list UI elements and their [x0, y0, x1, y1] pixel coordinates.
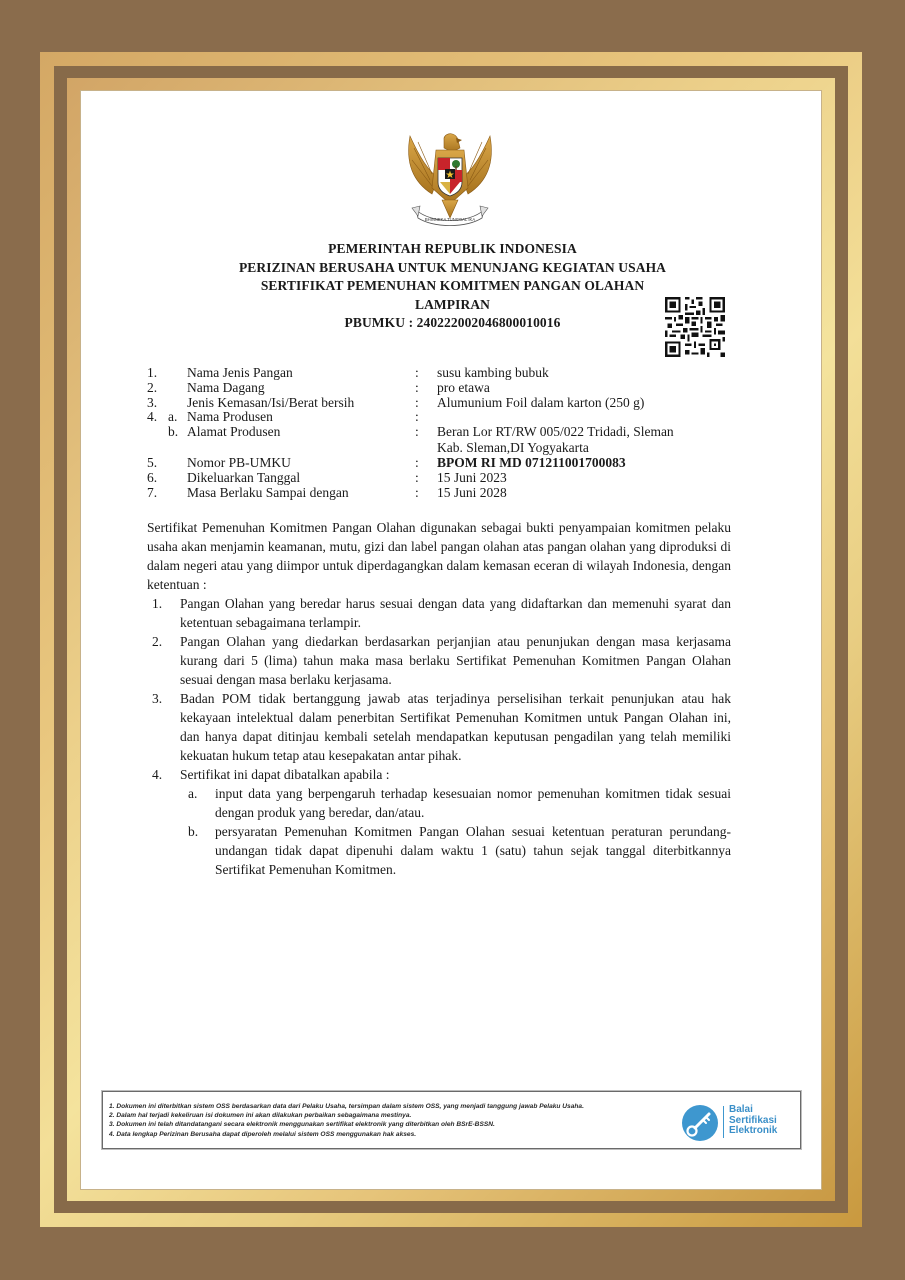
- field-number: 7.: [147, 484, 158, 500]
- bse-logo-line: Sertifikasi: [729, 1114, 777, 1126]
- field-row: [147, 410, 747, 425]
- field-number: 3.: [147, 394, 158, 410]
- condition-letter: a.: [188, 786, 198, 801]
- title-attachment: LAMPIRAN: [414, 296, 491, 312]
- field-label: Nama Dagang: [187, 379, 265, 395]
- field-number: 1.: [147, 365, 158, 380]
- term-text: Pangan Olahan yang beredar harus sesuai dengan data yang didaftarkan dan memenuhi syarat dan ketentuan sebagaimana terlampir.: [180, 596, 731, 630]
- footer-note: 1. Dokumen ini diterbitkan sistem OSS berdasarkan data dari Pelaku Usaha, tersimpan dalam sistem OSS, yang menjadi tanggung jawab Pelaku Usaha.: [109, 1103, 584, 1110]
- footer-note: 4. Data lengkap Perizinan Berusaha dapat diperoleh melalui sistem OSS menggunakan hak akses.: [109, 1130, 417, 1138]
- footer-note: 2. Dalam hal terjadi kekeliruan isi dokumen ini akan dilakukan perbaikan sebagaimana mestinya.: [109, 1112, 412, 1120]
- field-row: [147, 381, 747, 396]
- field-row: [147, 425, 747, 456]
- terms-intro: Sertifikat Pemenuhan Komitmen Pangan Olahan digunakan sebagai bukti penyampaian komitmen pelaku usaha akan menjamin keamanan, mutu, gizi dan label pangan olahan atas pangan olahan yang diproduksi di dalam negeri atau yang diimpor untuk diperdagangkan dalam kemasan eceran di wilayah Indonesia, dengan ketentuan :: [147, 520, 731, 592]
- condition-text: input data yang berpengaruh terhadap kesesuaian nomor pemenuhan komitmen tidak sesuai dengan produk yang beredar, dan/atau.: [215, 786, 731, 820]
- certificate-title-block: [0, 240, 905, 333]
- registration-number: BPOM RI MD 071211001700083: [437, 455, 626, 471]
- term-text: Sertifikat ini dapat dibatalkan apabila :: [180, 767, 390, 782]
- term-item: [147, 689, 731, 765]
- field-number: 5.: [147, 455, 158, 471]
- field-colon: :: [415, 394, 419, 410]
- footer-note: 3. Dokumen ini telah ditandatangani secara elektronik menggunakan sertifikat elektronik yang diterbitkan oleh BSrE-BSSN.: [109, 1121, 495, 1129]
- field-colon: :: [415, 379, 419, 395]
- term-text: Badan POM tidak bertanggung jawab atas terjadinya perselisihan terkait penunjukan atau hak kekayaan intelektual dalam penerbitan Sertifikat Pemenuhan Komitmen untuk Pangan Olahan ini, dan hanya dapat ditinjau kembali setelah mendapatkan keputusan pengadilan yang telah memiliki kekuatan hukum tetap atau kesepakatan antar pihak.: [180, 691, 731, 763]
- field-row: [147, 471, 747, 486]
- bse-logo-line: Balai: [729, 1104, 753, 1115]
- field-label: Masa Berlaku Sampai dengan: [187, 484, 349, 500]
- field-value: Beran Lor RT/RW 005/022 Tridadi, Sleman: [437, 424, 674, 440]
- term-text: Pangan Olahan yang diedarkan berdasarkan perjanjian atau penunjukan dengan masa kerjasama kurang dari 5 (lima) tahun maka masa berlaku Sertifikat Pemenuhan Komitmen Pangan Olahan sesuai dengan masa berlaku kerjasama.: [180, 634, 731, 687]
- bse-key-icon: [681, 1104, 719, 1142]
- field-label: Nama Jenis Pangan: [187, 365, 293, 380]
- field-number: 4.: [147, 409, 158, 425]
- term-number: 2.: [152, 634, 163, 649]
- condition-text: persyaratan Pemenuhan Komitmen Pangan Olahan sesuai ketentuan peraturan perundang-undangan tidak dapat dipenuhi dalam waktu 1 (satu) tahun sejak tanggal diterbitkannya Sertifikat Pemenuhan Komitmen.: [215, 824, 731, 877]
- field-value: susu kambing bubuk: [437, 365, 549, 380]
- field-colon: :: [415, 424, 419, 440]
- terms-list: [147, 594, 731, 879]
- field-number: 2.: [147, 379, 158, 395]
- title-certificate: SERTIFIKAT PEMENUHAN KOMITMEN PANGAN OLAHAN: [260, 278, 645, 293]
- field-colon: :: [415, 365, 419, 380]
- footer-notes: [109, 1102, 669, 1139]
- field-subletter: a.: [168, 409, 178, 425]
- field-label: Nama Produsen: [187, 409, 273, 425]
- field-colon: :: [415, 409, 419, 425]
- garuda-emblem-icon: [402, 128, 498, 228]
- term-item: [147, 632, 731, 689]
- field-colon: :: [415, 469, 419, 485]
- bse-logo: [681, 1102, 791, 1140]
- field-value-continued: Kab. Sleman,DI Yogyakarta: [437, 440, 589, 456]
- bse-logo-text: [729, 1105, 777, 1137]
- bse-logo-divider: [723, 1106, 724, 1138]
- field-label: Dikeluarkan Tanggal: [187, 469, 301, 485]
- term-item: [147, 594, 731, 632]
- term-number: 3.: [152, 691, 163, 706]
- field-row: [147, 486, 747, 501]
- cancellation-conditions: [180, 784, 731, 879]
- term-number: 1.: [152, 596, 163, 611]
- condition-item: [180, 822, 731, 879]
- field-colon: :: [415, 455, 419, 471]
- term-number: 4.: [152, 767, 163, 782]
- term-item: [147, 765, 731, 879]
- certificate-terms: [147, 518, 731, 879]
- expiry-date: 15 Juni 2028: [437, 484, 507, 500]
- condition-item: [180, 784, 731, 822]
- pbumku-number: PBUMKU : 240222002046800010016: [344, 315, 561, 330]
- field-row: [147, 366, 747, 381]
- field-label: Alamat Produsen: [187, 424, 281, 440]
- bse-logo-line: Elektronik: [729, 1125, 778, 1137]
- condition-letter: b.: [188, 824, 199, 839]
- svg-text:BHINNEKA TUNGGAL IKA: BHINNEKA TUNGGAL IKA: [424, 217, 476, 222]
- field-value: pro etawa: [437, 379, 490, 395]
- field-row: [147, 456, 747, 471]
- issue-date: 15 Juni 2023: [437, 469, 507, 485]
- field-value: Alumunium Foil dalam karton (250 g): [437, 394, 645, 410]
- field-label: Jenis Kemasan/Isi/Berat bersih: [187, 394, 355, 410]
- title-licensing: PERIZINAN BERUSAHA UNTUK MENUNJANG KEGIATAN USAHA: [238, 259, 667, 275]
- field-colon: :: [415, 484, 419, 500]
- field-row: [147, 396, 747, 411]
- title-government: PEMERINTAH REPUBLIK INDONESIA: [328, 241, 577, 256]
- qr-code-icon[interactable]: [663, 295, 727, 359]
- footer-disclaimer-box: [102, 1091, 801, 1149]
- field-number: 6.: [147, 469, 158, 485]
- field-label: Nomor PB-UMKU: [187, 455, 291, 471]
- product-fields: [147, 366, 747, 501]
- field-subletter: b.: [168, 424, 179, 440]
